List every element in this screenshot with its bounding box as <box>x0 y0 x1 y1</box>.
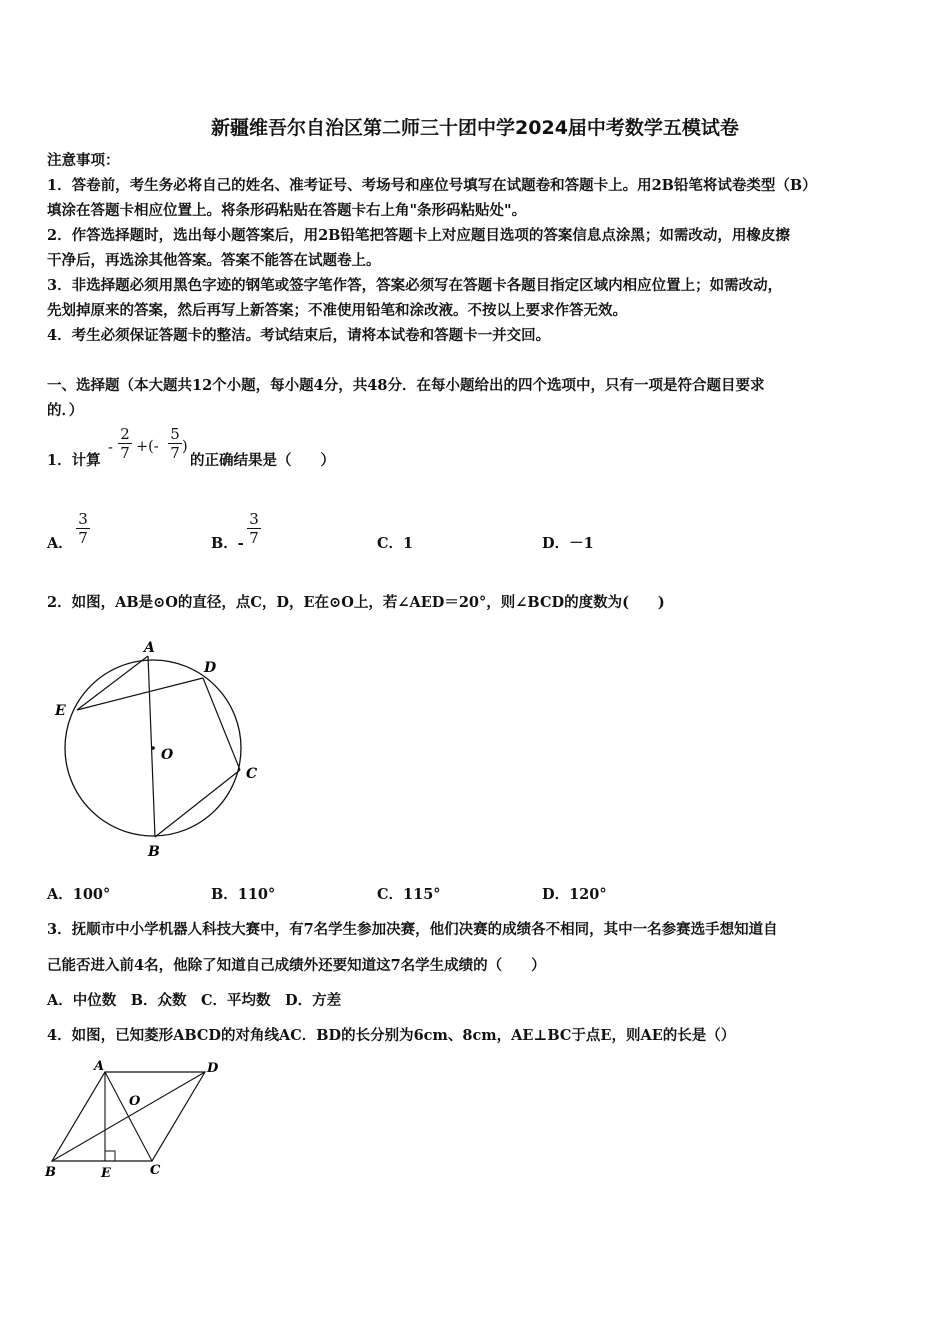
q1-option-a-label: A． <box>47 535 73 552</box>
notice-line: 干净后，再选涂其他答案。答案不能答在试题卷上。 <box>47 252 381 269</box>
q2-option-b: B．110° <box>211 886 276 903</box>
q2-label-d: D <box>204 660 217 676</box>
notice-line: 1．答卷前，考生务必将自己的姓名、准考证号、考场号和座位号填写在试题卷和答题卡上。用2B铅笔将试卷类型（B） <box>47 177 817 194</box>
q2-label-b: B <box>148 844 160 860</box>
q1-option-a-fraction: $\frac{3}{7}$ <box>76 510 90 547</box>
q2-option-c: C．115° <box>377 886 441 903</box>
q2-label-e: E <box>55 703 66 719</box>
q1-prefix: 1．计算 <box>47 452 101 469</box>
section-heading-cont: 的．） <box>47 402 84 419</box>
notice-line: 3．非选择题必须用黑色字迹的钢笔或签字笔作答，答案必须写在答题卡各题目指定区域内相应位置上；如需改动， <box>47 277 783 294</box>
q4-right-angle-mark <box>105 1151 115 1161</box>
q2-segment-ed <box>77 678 203 710</box>
page-title: 新疆维吾尔自治区第二师三十团中学2024届中考数学五模试卷 <box>211 117 739 139</box>
q2-label-c: C <box>246 766 258 782</box>
notice-line: 2．作答选择题时，选出每小题答案后，用2B铅笔把答题卡上对应题目选项的答案信息点涂黑；如需改动，用橡皮擦 <box>47 227 790 244</box>
q2-label-a: A <box>144 640 155 656</box>
q4-label-c: C <box>150 1163 161 1178</box>
q4-label-b: B <box>45 1165 56 1180</box>
q4-label-a: A <box>94 1059 105 1074</box>
section-heading: 一、选择题（本大题共12个小题，每小题4分，共48分．在每小题给出的四个选项中，只有一项是符合题目要求 <box>47 377 765 394</box>
q2-label-o: O <box>161 747 174 763</box>
q2-circle-figure <box>40 630 280 870</box>
q1-option-b-fraction: $\frac{3}{7}$ <box>247 510 261 547</box>
notice-line: 填涂在答题卡相应位置上。将条形码粘贴在答题卡右上角"条形码粘贴处"。 <box>47 202 527 219</box>
notice-line: 先划掉原来的答案，然后再写上新答案；不准使用铅笔和涂改液。不按以上要求作答无效。 <box>47 302 627 319</box>
q1-option-b-label: B．- <box>211 535 244 552</box>
q3-line-1: 3．抚顺市中小学机器人科技大赛中，有7名学生参加决赛，他们决赛的成绩各不相同，其中一名参赛选手想知道自 <box>47 921 778 938</box>
q4-label-o: O <box>129 1094 141 1109</box>
q1-plus-open: +(- <box>136 439 159 455</box>
notice-heading: 注意事项： <box>47 152 120 169</box>
q4-text: 4．如图，已知菱形ABCD的对角线AC．BD的长分别为6cm、8cm，AE⊥BC于点E，则AE的长是（） <box>47 1027 736 1044</box>
q3-options: A．中位数 B．众数 C．平均数 D．方差 <box>47 992 342 1009</box>
q2-center-point <box>151 746 155 750</box>
q2-option-d: D．120° <box>542 886 607 903</box>
q2-segment-cb <box>155 770 240 837</box>
q4-diagonal-bd <box>52 1072 205 1161</box>
q2-option-a: A．100° <box>47 886 111 903</box>
q4-label-d: D <box>207 1061 219 1076</box>
q1-option-c: C．1 <box>377 535 414 552</box>
notice-line: 4．考生必须保证答题卡的整洁。考试结束后，请将本试卷和答题卡一并交回。 <box>47 327 551 344</box>
q3-line-2: 己能否进入前4名，他除了知道自己成绩外还要知道这7名学生成绩的（ ） <box>47 957 546 974</box>
q4-label-e: E <box>101 1166 111 1181</box>
q2-text: 2．如图，AB是⊙O的直径，点C，D，E在⊙O上，若∠AED＝20°，则∠BCD的度数为( ) <box>47 594 665 611</box>
q4-rhombus-figure <box>40 1055 240 1185</box>
q2-segment-ae <box>77 656 148 710</box>
q1-option-d: D．－1 <box>542 535 594 552</box>
q1-suffix: 的正确结果是（ ） <box>190 452 335 469</box>
q1-fraction-1: $\frac{2}{7}$ <box>118 425 132 462</box>
q1-close: ) <box>182 439 188 455</box>
q1-fraction-2: $\frac{5}{7}$ <box>168 425 182 462</box>
q1-minus: - <box>108 440 113 456</box>
